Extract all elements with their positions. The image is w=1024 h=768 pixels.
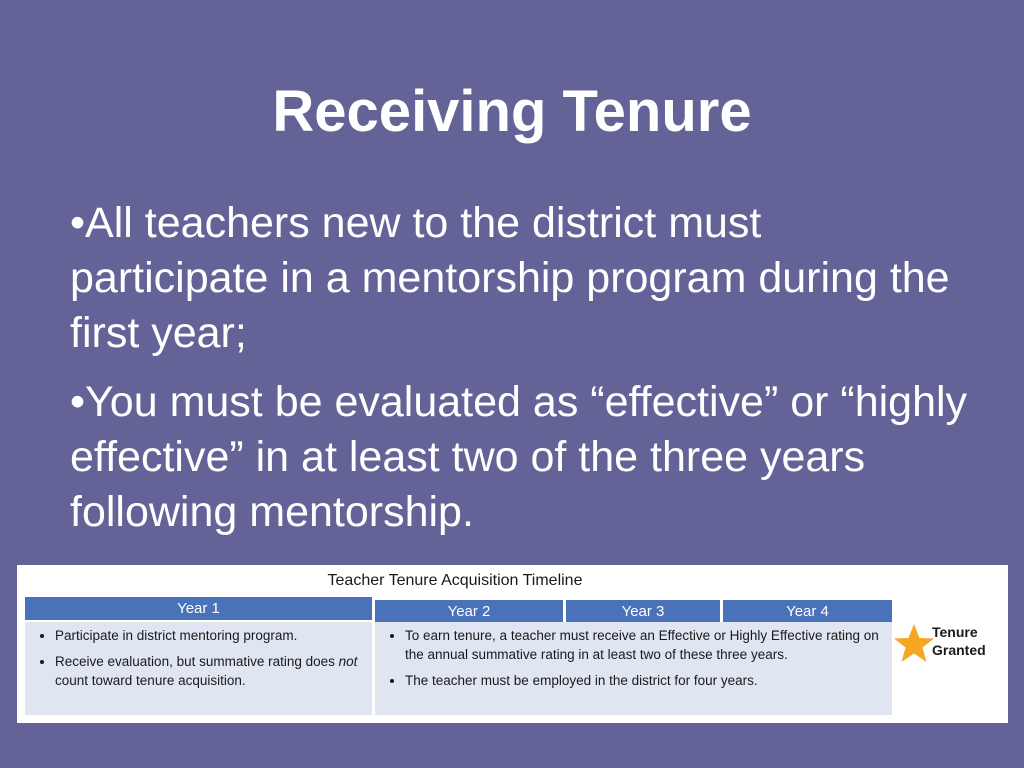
years-2-4-cell (375, 622, 892, 715)
bullet-item: •All teachers new to the district must participate in a mentorship program during the first year; (70, 199, 950, 357)
slide-title: Receiving Tenure (272, 79, 752, 144)
header-year-3: Year 3 (566, 600, 720, 623)
tenure-timeline-figure (17, 565, 1008, 723)
timeline-title: Teacher Tenure Acquisition Timeline (327, 572, 583, 589)
year-1-cell (25, 622, 372, 715)
star-icon (892, 622, 936, 666)
tenure-granted-label: Tenure Granted (932, 624, 986, 658)
header-year-4: Year 4 (723, 600, 892, 623)
list-item: • To earn tenure, a teacher must receive an Effective or Highly Effective rating on the annual summative rating in at least two of these three years. (405, 626, 892, 664)
list-item: • Receive evaluation, but summative rating does not count toward tenure acquisition. (55, 652, 372, 690)
list-item: • Participate in district mentoring program. (55, 626, 372, 645)
list-item: • The teacher must be employed in the district for four years. (405, 671, 892, 690)
bullet-list (70, 196, 970, 554)
header-year-1: Year 1 (25, 597, 372, 620)
header-year-2: Year 2 (375, 600, 563, 623)
bullet-item: •You must be evaluated as “effective” or “highly effective” in at least two of the three years following mentorship. (70, 378, 968, 536)
